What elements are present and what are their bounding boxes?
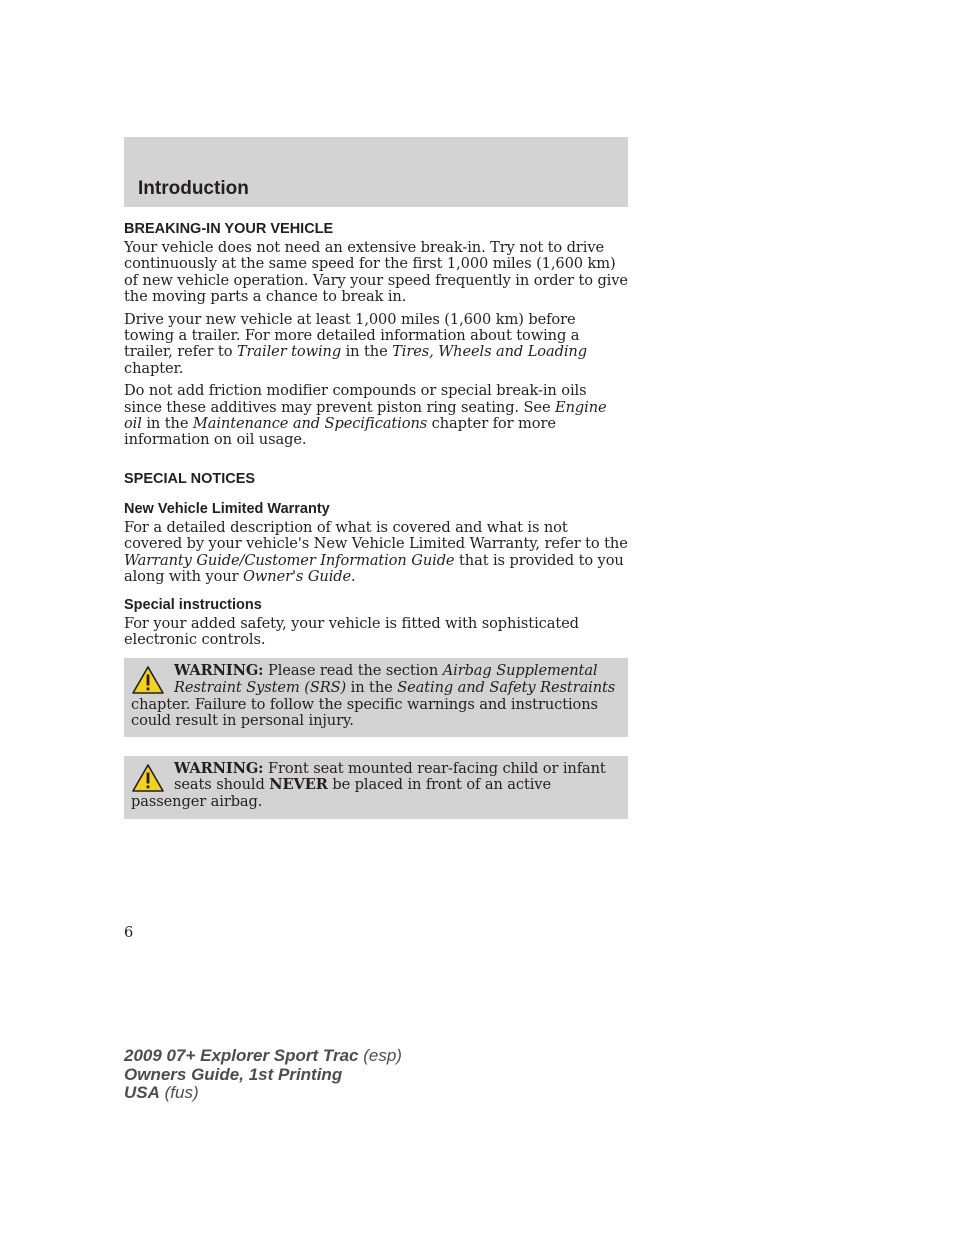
chapter-title: Introduction [138, 178, 249, 199]
warning-text-airbag: WARNING: Please read the section Airbag Supplemental Restraint System (SRS) in the Seating and Safety Restraints chapter. Failure to follow the specific warnings and instructions could result in personal injury. [131, 662, 616, 730]
warning-text-child-seat: WARNING: Front seat mounted rear-facing child or infant seats should NEVER be placed in front of an active passenger airbag. [131, 759, 606, 810]
section-heading-breaking-in: BREAKING-IN YOUR VEHICLE [124, 221, 334, 237]
warranty-paragraph: For a detailed description of what is covered and what is not covered by your vehicle's New Vehicle Limited Warranty, refer to the Warranty Guide/Customer Information Guide that is provided to you along with your Owner's Guide. [124, 518, 628, 586]
document-footer [124, 1047, 402, 1103]
warning-box-child-seat [124, 756, 628, 820]
warning-triangle-icon [131, 763, 165, 793]
warning-triangle-icon [131, 665, 165, 695]
footer-line-3: USA (fus) [124, 1083, 199, 1102]
subheading-warranty: New Vehicle Limited Warranty [124, 500, 330, 517]
page-content [124, 218, 628, 819]
subheading-special-instructions: Special instructions [124, 596, 262, 613]
section-heading-special-notices: SPECIAL NOTICES [124, 470, 256, 487]
page-number: 6 [124, 924, 134, 941]
footer-line-1: 2009 07+ Explorer Sport Trac (esp) [124, 1046, 402, 1065]
footer-line-2: Owners Guide, 1st Printing [124, 1064, 343, 1084]
breaking-in-paragraph-2: Drive your new vehicle at least 1,000 miles (1,600 km) before towing a trailer. For more detailed information about towing a trailer, refer to Trailer towing in the Tires, Wheels and Loading chapter. [124, 310, 587, 377]
breaking-in-paragraph-1: Your vehicle does not need an extensive break-in. Try not to drive continuously at the same speed for the first 1,000 miles (1,600 km) of new vehicle operation. Vary your speed frequently in order to give the moving parts a chance to break in. [124, 239, 628, 306]
breaking-in-paragraph-3: Do not add friction modifier compounds or special break-in oils since these additives may prevent piston ring seating. See Engine oil in the Maintenance and Specifications chapter for more information on oil usage. [124, 382, 607, 449]
chapter-header-band [124, 137, 628, 207]
instructions-paragraph: For your added safety, your vehicle is fitted with sophisticated electronic controls. [124, 614, 579, 648]
warning-box-airbag [124, 658, 628, 736]
